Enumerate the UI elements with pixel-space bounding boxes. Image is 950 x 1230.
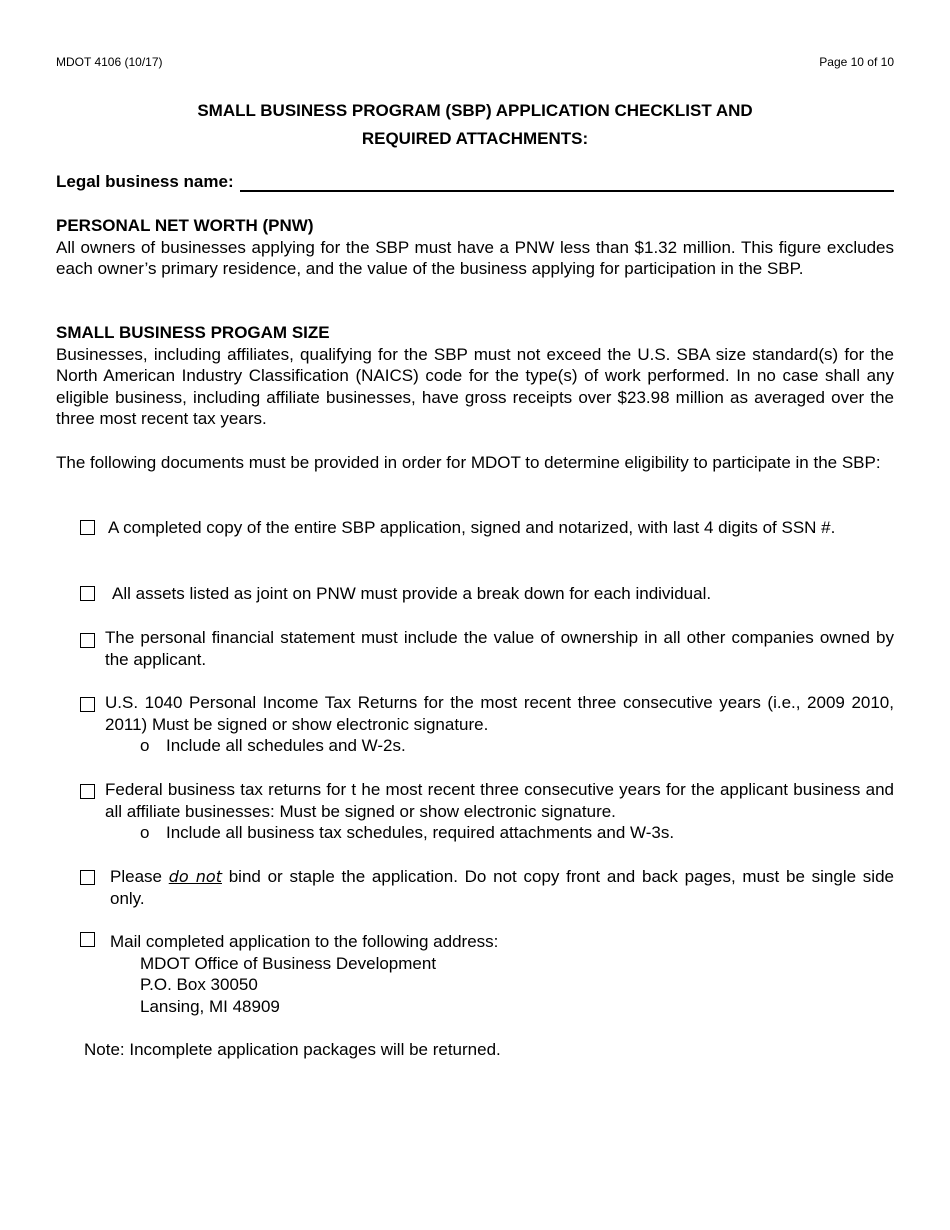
page-number: Page 10 of 10: [819, 55, 894, 69]
checkbox-3[interactable]: [80, 633, 95, 648]
form-id: MDOT 4106 (10/17): [56, 55, 163, 69]
legal-business-name-field: [56, 172, 894, 192]
intro-section: [56, 452, 894, 474]
incomplete-note: Note: Incomplete application packages will be returned.: [84, 1040, 501, 1059]
legal-business-name-line[interactable]: [240, 173, 894, 192]
pnw-heading: PERSONAL NET WORTH (PNW): [56, 216, 314, 235]
checkbox-5[interactable]: [80, 784, 95, 799]
title-line-2: REQUIRED ATTACHMENTS:: [361, 129, 589, 148]
checkbox-1[interactable]: [80, 520, 95, 535]
checklist-item-4-text: U.S. 1040 Personal Income Tax Returns for the most recent three consecutive years (i.e., 2009 2010, 2011) Must be signed or show electronic signature.: [105, 693, 894, 734]
legal-business-name-label: Legal business name:: [56, 172, 234, 191]
checklist-item-7-text: Mail completed application to the following address:: [110, 932, 499, 951]
checkbox-6[interactable]: [80, 870, 95, 885]
checklist-item-4-sub-text: Include all schedules and W-2s.: [166, 736, 406, 755]
checklist-item-5-subitem: [105, 822, 894, 844]
checklist-item-3-text: The personal financial statement must include the value of ownership in all other companies owned by the applicant.: [105, 628, 894, 669]
checklist-item-5-sub-text: Include all business tax schedules, required attachments and W-3s.: [166, 823, 675, 842]
pnw-body: All owners of businesses applying for the SBP must have a PNW less than $1.32 million. This figure excludes each owner’s primary residence, and the value of the business applying for participation in the SBP.: [56, 237, 894, 278]
intro-text: The following documents must be provided in order for MDOT to determine eligibility to participate in the SBP:: [56, 453, 881, 472]
checklist-item-6-text: Please do not bind or staple the application. Do not copy front and back pages, must be single side only.: [110, 867, 894, 908]
checklist-item-4-subitem: [105, 735, 894, 757]
page-title: [0, 97, 950, 153]
checkbox-4[interactable]: [80, 697, 95, 712]
size-section: [56, 322, 894, 430]
pnw-section: [56, 215, 894, 280]
address-line-3: Lansing, MI 48909: [140, 996, 280, 1016]
page-header: [56, 55, 894, 69]
title-line-1: SMALL BUSINESS PROGRAM (SBP) APPLICATION CHECKLIST AND: [197, 101, 753, 120]
do-not-emphasis: do not: [168, 867, 222, 886]
sub-bullet: o: [140, 823, 150, 842]
checklist-item-5-text: Federal business tax returns for t he most recent three consecutive years for the applicant business and all affiliate businesses: Must be signed or show electronic signature.: [105, 780, 894, 821]
address-line-1: MDOT Office of Business Development: [140, 953, 437, 973]
size-body: Businesses, including affiliates, qualifying for the SBP must not exceed the U.S. SBA size standard(s) for the North American Industry Classification (NAICS) code for the type(s) of work performed. In no case shall any eligible business, including affiliate businesses, have gross receipts over $23.98 million as averaged over the three most recent tax years.: [56, 344, 894, 428]
checklist-item-1-text: A completed copy of the entire SBP application, signed and notarized, with last 4 digits of SSN #.: [108, 518, 836, 537]
checklist-item-2-text: All assets listed as joint on PNW must provide a break down for each individual.: [112, 584, 712, 603]
checkbox-7[interactable]: [80, 932, 95, 947]
size-heading: SMALL BUSINESS PROGAM SIZE: [56, 323, 330, 342]
checkbox-2[interactable]: [80, 586, 95, 601]
sub-bullet: o: [140, 736, 150, 755]
address-line-2: P.O. Box 30050: [140, 975, 258, 994]
